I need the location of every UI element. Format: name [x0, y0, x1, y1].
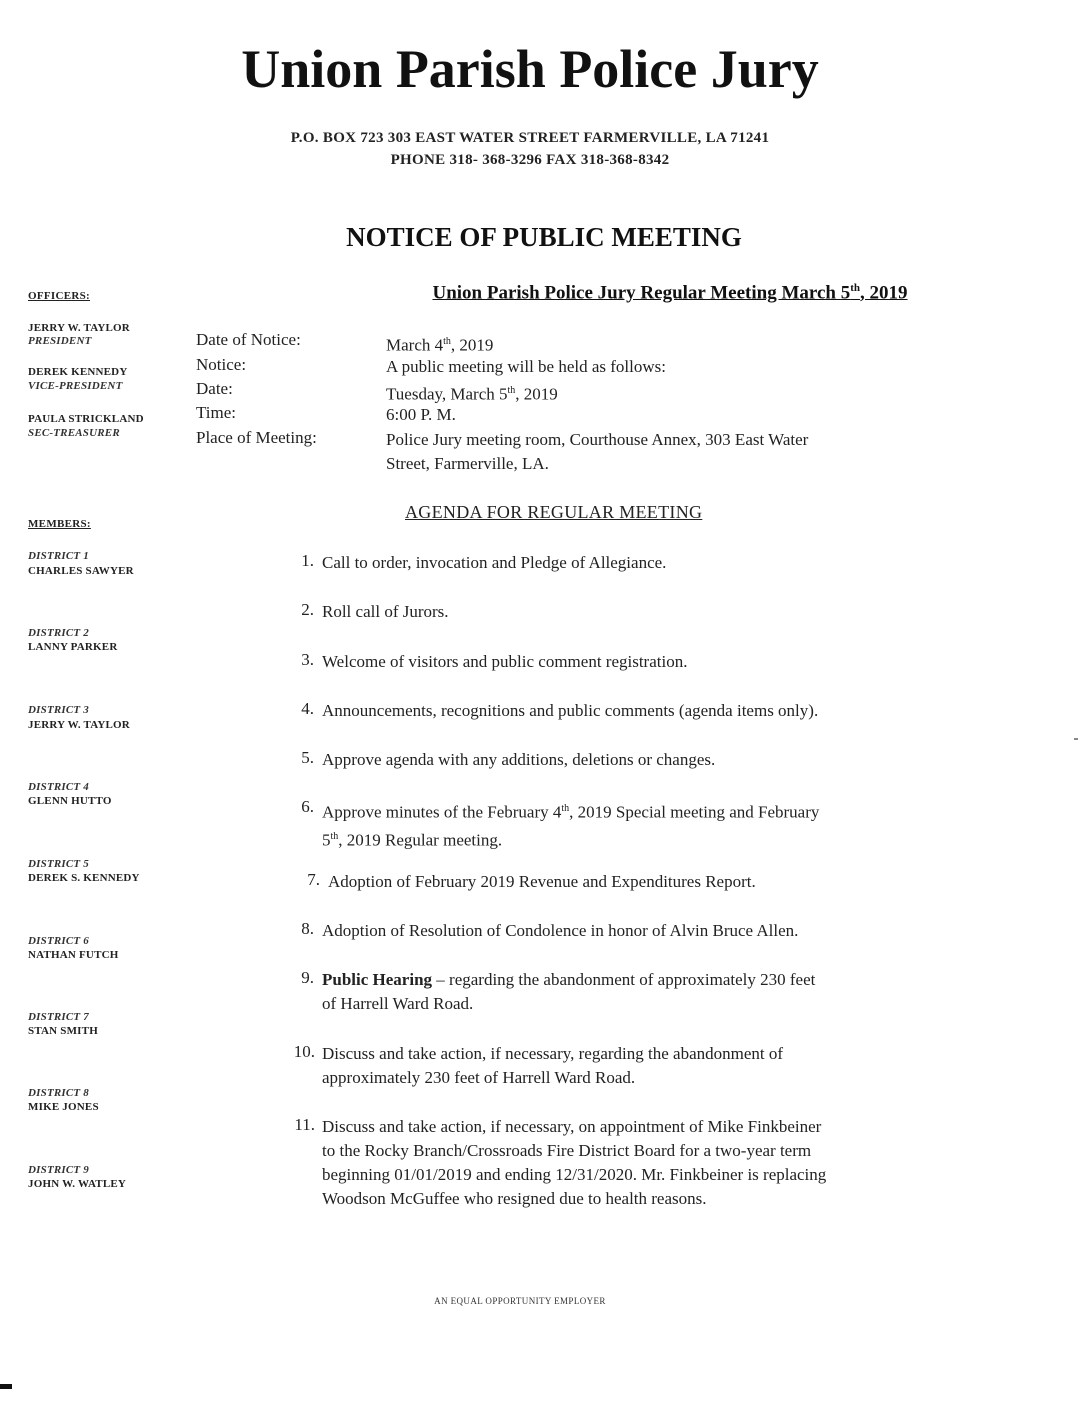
agenda-item-number: 11. [294, 1115, 315, 1134]
place-label: Place of Meeting: [196, 428, 317, 447]
date-sup: th [507, 385, 516, 396]
agenda-item-text-part: – regarding the abandonment of approximately 230 feet [432, 970, 816, 989]
meeting-heading [250, 282, 1088, 304]
member-district: DISTRICT 1 [28, 550, 89, 562]
place-value-line1: Police Jury meeting room, Courthouse Annex, 303 East Water [386, 430, 809, 449]
agenda-item-text-line: Discuss and take action, if necessary, regarding the abandonment of [322, 1044, 784, 1063]
officer-role: PRESIDENT [28, 335, 92, 347]
member-name: CHARLES SAWYER [28, 565, 134, 577]
agenda-heading: AGENDA FOR REGULAR MEETING [405, 502, 703, 522]
member-district: DISTRICT 4 [28, 781, 89, 793]
agenda-item-text: Approve agenda with any additions, deletions or changes. [322, 750, 716, 769]
organization-title: Union Parish Police Jury [241, 39, 819, 99]
date-of-notice-value [386, 330, 946, 358]
officer-role: SEC-TREASURER [28, 427, 120, 439]
agenda-item-text: Roll call of Jurors. [322, 602, 449, 621]
time-value: 6:00 P. M. [386, 405, 456, 424]
agenda-item-sup: th [561, 803, 570, 814]
agenda-item-text [322, 968, 972, 1016]
agenda-item-number: 4. [301, 699, 314, 718]
agenda-item-text [322, 1042, 972, 1090]
agenda-item-sup: th [330, 830, 339, 842]
agenda-item-text: Adoption of Resolution of Condolence in honor of Alvin Bruce Allen. [322, 921, 799, 940]
member-name: DEREK S. KENNEDY [28, 872, 140, 884]
agenda-item-number: 9. [301, 968, 314, 987]
agenda-item-text: Adoption of February 2019 Revenue and Expenditures Report. [328, 872, 756, 891]
member-name: LANNY PARKER [28, 641, 118, 653]
agenda-item-text-line: approximately 230 feet of Harrell Ward Road. [322, 1068, 636, 1087]
date-of-notice-sup: th [443, 336, 451, 347]
footer-eoe: AN EQUAL OPPORTUNITY EMPLOYER [434, 1296, 606, 1306]
agenda-item-number: 1. [301, 551, 314, 570]
member-name: STAN SMITH [28, 1025, 98, 1037]
officer-role: VICE-PRESIDENT [28, 380, 123, 392]
agenda-item-text-part: , 2019 Regular meeting. [338, 830, 503, 850]
agenda-item-text: Call to order, invocation and Pledge of Allegiance. [322, 553, 667, 572]
meeting-heading-sup: th [850, 282, 861, 294]
date-year: , 2019 [515, 384, 558, 404]
member-name: MIKE JONES [28, 1101, 99, 1113]
agenda-item-number: 7. [307, 870, 320, 889]
phone-fax: PHONE 318- 368-3296 FAX 318-368-8342 [390, 152, 670, 168]
agenda-item-number: 3. [301, 650, 314, 669]
scan-artifact [1074, 738, 1078, 740]
agenda-item-number: 10. [293, 1042, 315, 1061]
agenda-item-text [322, 1115, 972, 1211]
agenda-item-text-part: , 2019 Special meeting and February [569, 802, 820, 822]
notice-value: A public meeting will be held as follows: [386, 357, 666, 376]
agenda-item-text-line: Discuss and take action, if necessary, on appointment of Mike Finkbeiner [322, 1117, 822, 1136]
member-district: DISTRICT 7 [28, 1011, 89, 1023]
agenda-item-number: 8. [301, 919, 314, 938]
member-district: DISTRICT 5 [28, 858, 89, 870]
officer-name: DEREK KENNEDY [28, 366, 128, 378]
date-label: Date: [196, 379, 233, 398]
officer-name: JERRY W. TAYLOR [28, 322, 130, 334]
officers-label: OFFICERS: [28, 290, 90, 302]
member-district: DISTRICT 3 [28, 704, 89, 716]
meeting-heading-year: , 2019 [860, 282, 908, 304]
date-of-notice-text: March 4 [386, 335, 444, 355]
notice-title: NOTICE OF PUBLIC MEETING [346, 222, 742, 252]
date-of-notice-label: Date of Notice: [196, 330, 301, 349]
agenda-item-text-part: 5 [322, 830, 331, 850]
member-district: DISTRICT 6 [28, 935, 89, 947]
officer-name: PAULA STRICKLAND [28, 413, 144, 425]
scan-artifact [0, 1384, 12, 1389]
public-hearing-label: Public Hearing [322, 970, 433, 989]
agenda-item-text-part: of Harrell Ward Road. [322, 994, 474, 1013]
member-name: JOHN W. WATLEY [28, 1178, 127, 1190]
member-name: JERRY W. TAYLOR [28, 719, 130, 731]
member-name: NATHAN FUTCH [28, 949, 119, 961]
date-of-notice-year: , 2019 [450, 335, 494, 355]
place-value-line2: Street, Farmerville, LA. [386, 454, 549, 473]
member-district: DISTRICT 9 [28, 1164, 89, 1176]
members-label: MEMBERS: [28, 518, 91, 530]
agenda-item-text-line: Woodson McGuffee who resigned due to health reasons. [322, 1189, 707, 1208]
agenda-item-text: Announcements, recognitions and public comments (agenda items only). [322, 701, 819, 720]
date-text: Tuesday, March 5 [386, 384, 508, 404]
member-district: DISTRICT 2 [28, 627, 89, 639]
mailing-address: P.O. BOX 723 303 EAST WATER STREET FARMERVILLE, LA 71241 [290, 130, 770, 146]
agenda-item-number: 2. [301, 600, 314, 619]
agenda-item-text [322, 797, 972, 852]
agenda-item-text: Welcome of visitors and public comment registration. [322, 652, 688, 671]
agenda-item-text-line: to the Rocky Branch/Crossroads Fire District Board for a two-year term [322, 1141, 812, 1160]
member-name: GLENN HUTTO [28, 795, 112, 807]
agenda-item-text-part: Approve minutes of the February 4 [322, 802, 562, 822]
time-label: Time: [196, 403, 237, 422]
agenda-item-number: 6. [301, 797, 314, 816]
meeting-heading-text: Union Parish Police Jury Regular Meeting March 5 [432, 282, 851, 304]
member-district: DISTRICT 8 [28, 1087, 89, 1099]
agenda-item-number: 5. [301, 748, 314, 767]
agenda-item-text-line: beginning 01/01/2019 and ending 12/31/2020. Mr. Finkbeiner is replacing [322, 1165, 827, 1184]
notice-label: Notice: [196, 355, 247, 374]
